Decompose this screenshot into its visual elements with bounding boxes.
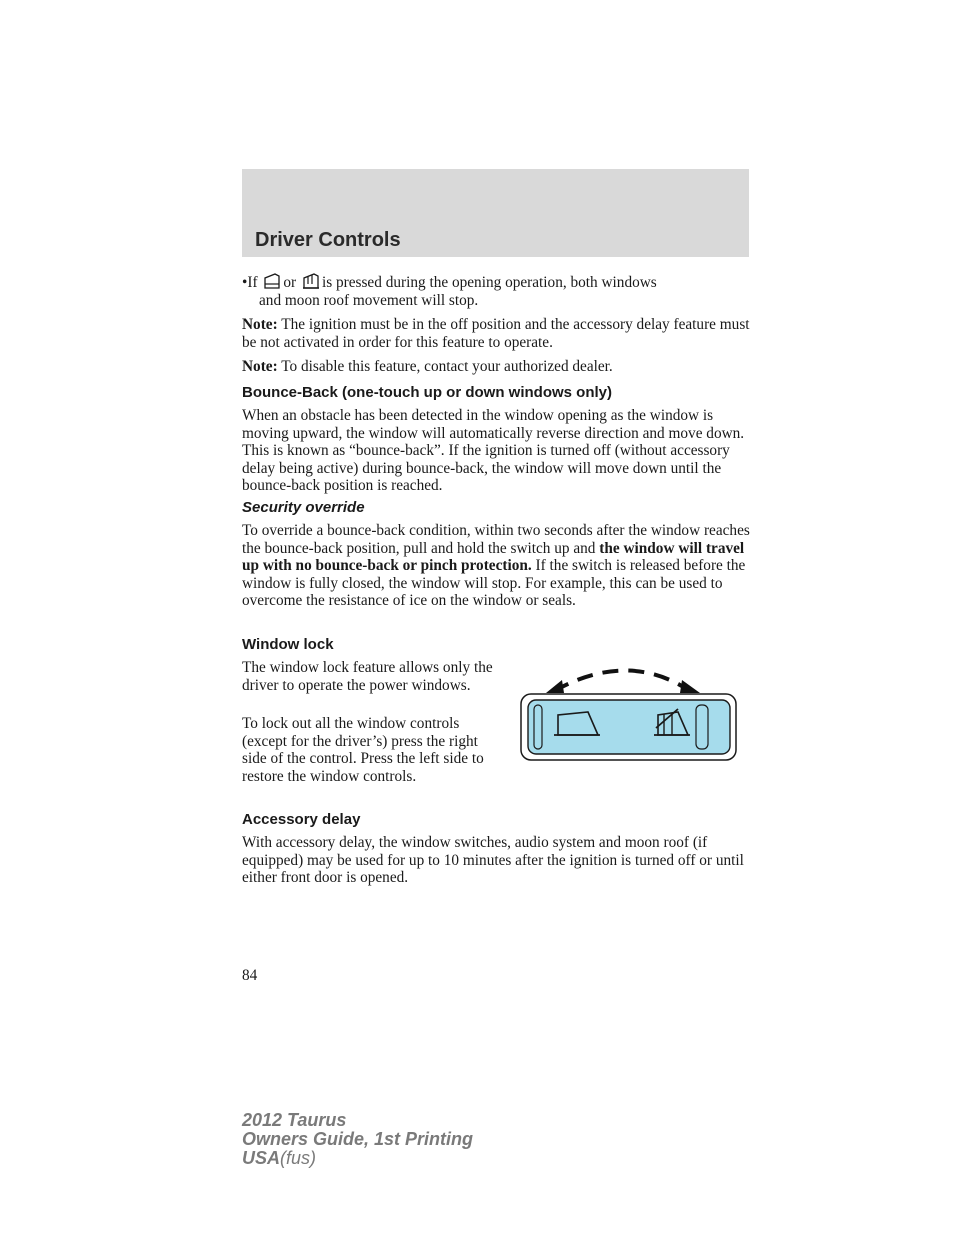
security-override-paragraph — [242, 522, 752, 610]
bullet-text: is pressed during the opening operation, both windows — [321, 274, 657, 291]
footer-region-code: (fus) — [280, 1148, 317, 1168]
bounce-back-paragraph: When an obstacle has been detected in the window opening as the window is moving upward, the window will automatically reverse direction and move down. This is known as “bounce-back”. If the ignition is turned off (without accessory delay being active) during bounce-back, the window will move down until the bounce-back position is reached. — [242, 407, 745, 495]
window-lock-switch-icon — [300, 272, 322, 290]
bullet-marker: • — [242, 274, 248, 291]
window-lock-switch-diagram — [518, 660, 742, 771]
footer-line-1: 2012 Taurus — [242, 1110, 347, 1130]
window-switch-icon — [261, 272, 283, 290]
window-lock-heading: Window lock — [242, 636, 334, 653]
note-label: Note: — [242, 358, 278, 375]
bullet-item — [242, 272, 657, 292]
bullet-word-if: If — [247, 274, 258, 291]
security-text-2: If the switch is released before the window is fully closed, the window will stop. For example, this can be used to overcome the resistance of ice on the window or seals. — [242, 557, 746, 610]
footer-line-2: Owners Guide, 1st Printing — [242, 1129, 474, 1149]
bounce-back-heading: Bounce-Back (one-touch up or down windows only) — [242, 384, 612, 401]
footer-region: USA — [242, 1148, 281, 1168]
accessory-delay-paragraph: With accessory delay, the window switches, audio system and moon roof (if equipped) may be used for up to 10 minutes after the ignition is turned off or until either front door is opened. — [242, 834, 744, 887]
page-number: 84 — [242, 967, 258, 984]
window-lock-paragraph-1: The window lock feature allows only the driver to operate the power windows. — [242, 659, 493, 694]
bullet-word-or: or — [283, 274, 297, 291]
window-lock-paragraph-2: To lock out all the window controls (except for the driver’s) press the right side of the control. Press the left side to restore the window controls. — [242, 715, 484, 785]
section-title: Driver Controls — [255, 229, 401, 251]
footer-line-3 — [242, 1149, 473, 1168]
security-text-bold: the window will travel up with no bounce-back or pinch protection. — [242, 539, 745, 575]
footer — [242, 1111, 473, 1168]
note-text: The ignition must be in the off position and the accessory delay feature must be not activated in order for this feature to operate. — [242, 316, 750, 351]
accessory-delay-heading: Accessory delay — [242, 811, 361, 828]
note-text: To disable this feature, contact your authorized dealer. — [281, 358, 613, 375]
security-text-1: To override a bounce-back condition, within two seconds after the window reaches the bounce-back position, pull and hold the switch up and — [242, 522, 750, 557]
note-label: Note: — [242, 316, 278, 333]
bullet-line2: and moon roof movement will stop. — [259, 292, 479, 309]
note-paragraph — [242, 316, 752, 351]
security-override-heading: Security override — [242, 499, 365, 516]
note-paragraph — [242, 358, 752, 376]
